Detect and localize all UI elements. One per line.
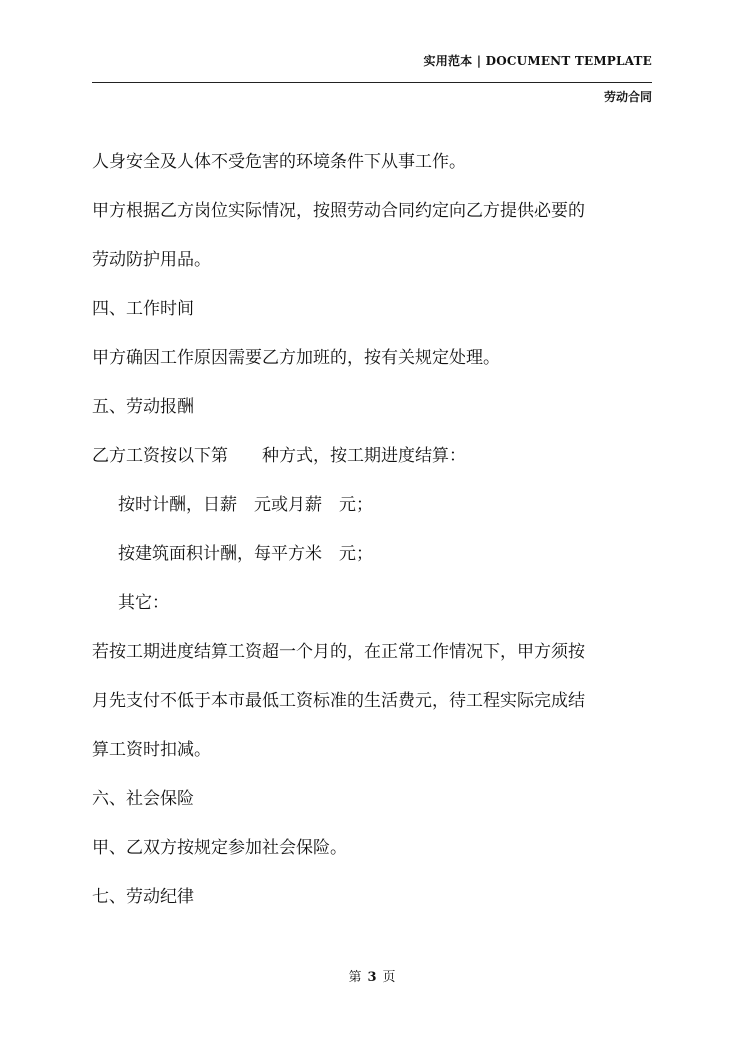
paragraph-line: 月先支付不低于本市最低工资标准的生活费元，待工程实际完成结 — [92, 691, 585, 711]
page-footer — [0, 966, 744, 985]
list-item-area-pay: 按建筑面积计酬，每平方米 元； — [118, 544, 373, 564]
paragraph-line: 算工资时扣减。 — [92, 740, 211, 760]
paragraph-line: 乙方工资按以下第 种方式，按工期进度结算： — [92, 446, 466, 466]
header-subtitle: 劳动合同 — [603, 90, 652, 104]
list-item-other: 其它： — [118, 593, 169, 613]
section-heading-labor-discipline: 七、劳动纪律 — [92, 887, 194, 907]
section-heading-work-hours: 四、工作时间 — [92, 299, 194, 319]
section-heading-compensation: 五、劳动报酬 — [92, 397, 194, 417]
paragraph-line: 劳动防护用品。 — [92, 250, 211, 270]
header-divider — [92, 82, 652, 83]
page-number-prefix: 第 — [348, 970, 362, 985]
page-number-suffix: 页 — [382, 970, 396, 985]
page-number: 3 — [367, 970, 377, 985]
document-body — [92, 138, 658, 922]
section-heading-social-insurance: 六、社会保险 — [92, 789, 194, 809]
paragraph-line: 人身安全及人体不受危害的环境条件下从事工作。 — [92, 152, 466, 172]
paragraph-line: 甲方根据乙方岗位实际情况，按照劳动合同约定向乙方提供必要的 — [92, 201, 585, 221]
paragraph-line: 甲、乙双方按规定参加社会保险。 — [92, 838, 347, 858]
header-title: 实用范本 | DOCUMENT TEMPLATE — [423, 54, 652, 68]
paragraph-line: 甲方确因工作原因需要乙方加班的，按有关规定处理。 — [92, 348, 500, 368]
paragraph-line: 若按工期进度结算工资超一个月的，在正常工作情况下，甲方须按 — [92, 642, 585, 662]
list-item-time-pay: 按时计酬，日薪 元或月薪 元； — [118, 495, 373, 515]
page-header — [0, 0, 744, 110]
